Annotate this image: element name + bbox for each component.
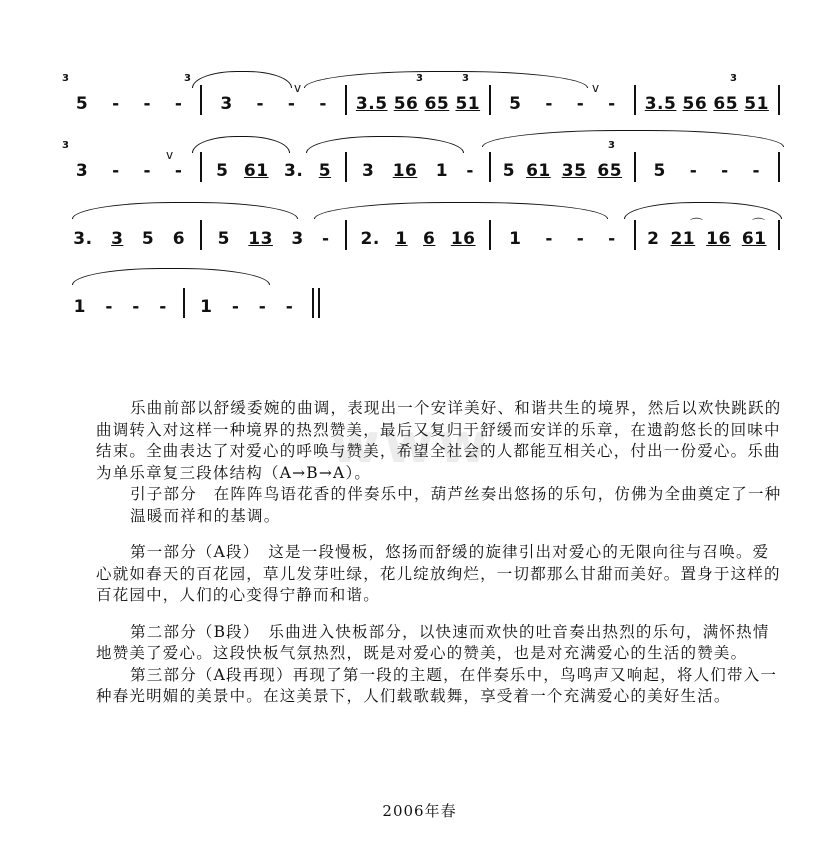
- breath-mark: v: [592, 81, 600, 95]
- paragraph-prelude: 引子部分 在阵阵鸟语花香的伴奏乐中，葫芦丝奏出悠扬的乐句，仿佛为全曲奠定了一种温暖而祥和的基调。: [130, 485, 782, 525]
- fermata-mark: ⌒: [752, 218, 766, 233]
- final-barline-thick: [318, 288, 320, 318]
- score-bar: 5 13 3 -: [217, 229, 330, 249]
- breath-mark: v: [294, 81, 302, 95]
- fermata-mark: ⌒: [690, 218, 704, 233]
- score-bar: 5 61 35 65: [502, 161, 623, 181]
- score-bar: 2. 1 6 16: [360, 229, 476, 249]
- slur-mark: [72, 268, 270, 285]
- score-bar: 5 - - -: [509, 94, 616, 114]
- music-score: [0, 0, 839, 340]
- score-line-2: [58, 122, 780, 192]
- slur-mark: [192, 71, 292, 88]
- score-bar: 1 - - -: [509, 229, 616, 249]
- score-bar: 3.5 56 65 51: [355, 94, 481, 114]
- score-line-1: [58, 55, 780, 125]
- slur-mark: [192, 136, 290, 153]
- score-notes: [58, 87, 780, 115]
- score-bar: 3 16 1 -: [361, 161, 474, 181]
- final-barline-thin: [312, 288, 314, 318]
- score-notes: [58, 222, 780, 250]
- grace-note: 3: [416, 73, 423, 84]
- grace-note: 3: [62, 73, 69, 84]
- score-notes: [58, 154, 780, 182]
- paragraph-part-a: 第一部分（A段） 这是一段慢板，悠扬而舒缓的旋律引出对爱心的无限向往与召唤。爱心就如春天的百花园，草儿发芽吐绿，花儿绽放绚烂，一切都那么甘甜而美好。置身于这样的百花园中，人们的心变得宁静而和谐。: [96, 543, 781, 604]
- score-notes: [58, 290, 320, 318]
- score-bar: 3 - - -: [75, 161, 183, 181]
- score-line-4: [58, 258, 320, 328]
- barline: [778, 220, 780, 250]
- score-bar: 2 21 16 61: [647, 229, 767, 249]
- slur-mark: [306, 136, 464, 153]
- slur-mark: [72, 202, 298, 219]
- paragraph-part-a-reprise: 第三部分（A段再现）再现了第一段的主题，在伴奏乐中，鸟鸣声又响起，将人们带入一种春光明媚的美景中。在这美景下，人们载歌载舞，享受着一个充满爱心的美好生活。: [96, 665, 778, 705]
- score-bar: 5 - - -: [75, 94, 183, 114]
- grace-note: 3: [730, 73, 737, 84]
- slur-mark: [314, 202, 608, 219]
- score-line-3: [58, 190, 780, 260]
- paragraph-intro: 乐曲前部以舒缓委婉的曲调，表现出一个安详美好、和谐共生的境界，然后以欢快跳跃的曲调转入对这样一种境界的热烈赞美，最后又复归于舒缓而安详的乐章，在遗韵悠长的回味中结束。全曲表达了对爱心的呼唤与赞美，希望全社会的人都能互相关心，付出一份爱心。乐曲为单乐章复三段体结构（A→B→A）。: [96, 399, 782, 482]
- date-signature: 2006年春: [382, 802, 457, 820]
- score-bar: 3.5 56 65 51: [644, 94, 769, 114]
- description-text: [96, 398, 786, 708]
- score-bar: 1 - - -: [200, 297, 294, 317]
- score-bar: 3. 3 5 6: [73, 229, 186, 249]
- watermark: www: [330, 412, 492, 475]
- breath-mark: v: [166, 148, 174, 162]
- barline: [778, 85, 780, 115]
- score-bar: 5 61 3. 5: [216, 161, 332, 181]
- grace-note: 3: [184, 73, 191, 84]
- score-bar: 1 - - -: [73, 297, 167, 317]
- score-bar: 5 - - -: [653, 161, 761, 181]
- grace-note: 3: [462, 73, 469, 84]
- barline: [778, 152, 780, 182]
- score-bar: 3 - - -: [220, 94, 327, 114]
- paragraph-part-b: 第二部分（B段） 乐曲进入快板部分，以快速而欢快的吐音奏出热烈的乐句，满怀热情地赞美了爱心。这段快板气氛热烈，既是对爱心的赞美，也是对充满爱心的生活的赞美。: [96, 622, 770, 662]
- slur-mark: [482, 130, 784, 147]
- grace-note: 3: [608, 140, 615, 151]
- grace-note: 3: [62, 140, 69, 151]
